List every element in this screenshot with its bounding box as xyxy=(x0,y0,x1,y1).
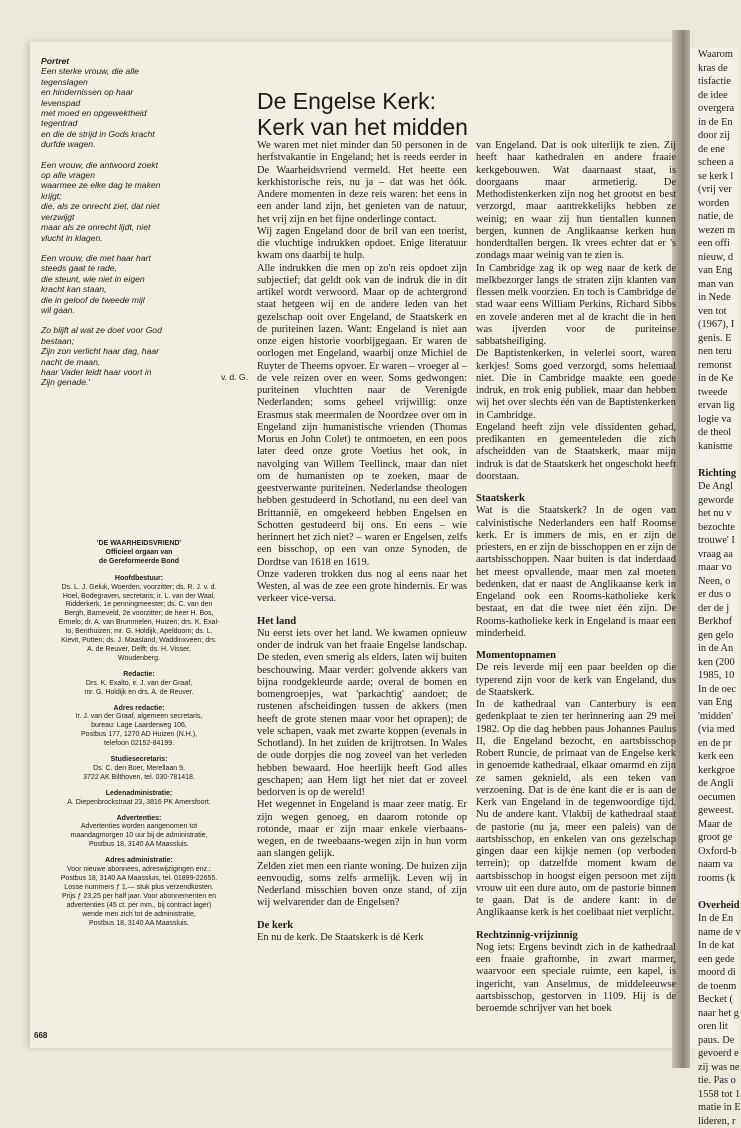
poem-line: vlucht in klagen. xyxy=(41,233,246,243)
article-paragraph: Onze vaderen trokken dus nog al eens naar het Westen, al was de zee een grote hindernis. Er was verkeer vice-versa. xyxy=(257,569,467,606)
article-column-1 xyxy=(257,140,467,944)
colophon-section xyxy=(33,756,245,783)
poem-line: waarmee ze elke dag te maken xyxy=(41,180,246,190)
right-page-fragment: zij was ne xyxy=(698,1061,738,1075)
colophon-section-line: Hoel, Bodegraven, secretaris; ir. L. van der Waal, xyxy=(33,593,245,602)
poem-line: Zo blijft al wat ze doet voor God xyxy=(41,325,246,335)
colophon-section-line: mr. G. Holdijk en drs. A. de Reuver. xyxy=(33,689,245,698)
right-page-fragment: geweest. xyxy=(698,804,738,818)
right-page-fragment: geworde xyxy=(698,494,738,508)
colophon-section-heading: Hoofdbestuur: xyxy=(33,575,245,584)
right-page-fragment: en de pr xyxy=(698,737,738,751)
poem-line: bestaan; xyxy=(41,336,246,346)
right-page-fragment: In de kat xyxy=(698,939,738,953)
colophon-section-line: Kievit, Putten; ds. J. Maasland, Waddinxveen; drs. xyxy=(33,637,245,646)
right-page-fragment: oren lit xyxy=(698,1020,738,1034)
right-page-fragment: Neen, o xyxy=(698,575,738,589)
article-paragraph: Nog iets: Ergens bevindt zich in de kathedraal een fraaie graftombe, in zwart marmer, waarvoor een speciale ruimte, een kapel, is ingericht, van Anselmus, de middeleeuwse aartsbisschop, gestorven in 1109. Hij is de beroemde schrijver van het boek xyxy=(476,942,676,1016)
right-page-fragment: der de j xyxy=(698,602,738,616)
colophon-section-heading: Redactie: xyxy=(33,671,245,680)
colophon-section-line: advertenties (45 ct. per mm., bij contract lager) xyxy=(33,902,245,911)
article-paragraph: De Baptistenkerken, in velerlei soort, waren kerkjes! Soms goed verzorgd, soms helemaal niet. Die in Cambridge maakte een goede indruk, en trok enig publiek, maar dan hebben wij het over slechts één van de Baptistenkerken in Cambridge. xyxy=(476,348,676,422)
right-page-fragment: Waarom xyxy=(698,48,738,62)
poem-stanza xyxy=(41,253,246,315)
right-page-fragment: in de An xyxy=(698,642,738,656)
colophon-section-line: Ds. L. J. Geluk, Woerden, voorzitter; ds. R. J. v. d. xyxy=(33,584,245,593)
poem-line: nacht de maan, xyxy=(41,357,246,367)
colophon-section-heading: Adres redactie: xyxy=(33,705,245,714)
poem-line: wil gaan. xyxy=(41,305,246,315)
poem-line: maar als ze onrecht lijdt, niet xyxy=(41,222,246,232)
poem-line: steeds gaat te rade, xyxy=(41,263,246,273)
right-page-fragment: se kerk l xyxy=(698,170,738,184)
right-page-fragment: 1558 tot 1 xyxy=(698,1088,738,1102)
right-page-fragment: de theol xyxy=(698,426,738,440)
right-page-fragment: In de En xyxy=(698,912,738,926)
section-heading: Staatskerk xyxy=(476,493,676,505)
right-page-fragment: nieuw, d xyxy=(698,251,738,265)
poem-line: Een sterke vrouw, die alle xyxy=(41,66,246,76)
right-page-fragment: in de En xyxy=(698,116,738,130)
colophon-subtitle-line: Officieel orgaan van xyxy=(33,549,245,558)
colophon-section xyxy=(33,790,245,808)
right-page-fragment: door zij xyxy=(698,129,738,143)
poem-line: Zijn zon verlicht haar dag, haar xyxy=(41,346,246,356)
right-page-fragment: Overheid xyxy=(698,899,738,913)
article-paragraph: In Cambridge zag ik op weg naar de kerk de melkbezorger langs de straten zijn klanten van flessen melk voorzien. En toch is Cambridge de stad waar eens William Perkins, Richard Sibbs en zovele anderen met al de kracht die in hen was ijverden voor de puriteinse sabbatsheiliging. xyxy=(476,263,676,349)
right-page-fragment: worden xyxy=(698,197,738,211)
colophon-section-line: Postbus 177, 1270 AD Huizen (N.H.), xyxy=(33,731,245,740)
right-page-fragment: man van xyxy=(698,278,738,292)
colophon-section-heading: Advertenties: xyxy=(33,815,245,824)
article-paragraph: Zelden ziet men een riante woning. De huizen zijn eenvoudig, soms zelfs armelijk. Leven wij in Nederland misschien boven onze stand, of zijn wij welvarender dan de Engelsen? xyxy=(257,861,467,910)
poem-body xyxy=(41,66,246,387)
right-page-fragment: (via med xyxy=(698,723,738,737)
right-page-fragment: kras de xyxy=(698,62,738,76)
right-page-fragment xyxy=(698,453,738,467)
right-page-fragment: in Nede xyxy=(698,291,738,305)
colophon-section xyxy=(33,857,245,928)
right-page-fragment: moord di xyxy=(698,966,738,980)
colophon-title: 'DE WAARHEIDSVRIEND' xyxy=(33,540,245,549)
colophon-section xyxy=(33,815,245,851)
right-page-fragment: name de v xyxy=(698,926,738,940)
poem-line: Zijn genade.' xyxy=(41,377,246,387)
poem-title: Portret xyxy=(41,56,246,66)
right-page-fragment: gen gelo xyxy=(698,629,738,643)
right-page-fragment: de toenm xyxy=(698,980,738,994)
colophon-section-line: to, Benthuizen; mr. G. Holdijk, Apeldoorn; ds. L. xyxy=(33,628,245,637)
right-page-fragment: paus. De xyxy=(698,1034,738,1048)
right-page-fragment: wezen m xyxy=(698,224,738,238)
colophon-section-line: Ridderkerk, 1e penningmeester; ds. C. van den xyxy=(33,601,245,610)
right-page-fragment: tisfactie xyxy=(698,75,738,89)
colophon-section-line: Advertenties worden aangenomen tot xyxy=(33,823,245,832)
colophon-section-line: Postbus 18, 3140 AA Maassluis. xyxy=(33,841,245,850)
colophon-section-line: Woudenberg. xyxy=(33,655,245,664)
right-page-fragment: nen teru xyxy=(698,345,738,359)
headline-line: De Engelse Kerk: xyxy=(257,88,472,114)
right-page-fragment: lideren, r xyxy=(698,1115,738,1128)
poem-line: die steunt, wie niet in eigen xyxy=(41,274,246,284)
right-page-fragment: (1967), I xyxy=(698,318,738,332)
right-page-fragment: Berkhof xyxy=(698,615,738,629)
colophon-section-line: Postbus 18, 3140 AA Maassluis, tel. 01899-22655. xyxy=(33,875,245,884)
article-paragraph: Engeland heeft zijn vele dissidenten gehad, predikanten en gemeenteleden die zich afscheidden van de Staatskerk, maar mijn indruk is dat de Staatskerk het ongeschokt heeft doorstaan. xyxy=(476,422,676,483)
section-heading: Het land xyxy=(257,616,467,628)
right-page-fragment: 'midden' xyxy=(698,710,738,724)
poem-line: met moed en opgewektheid xyxy=(41,108,246,118)
colophon-section-heading: Studiesecretaris: xyxy=(33,756,245,765)
colophon-section-heading: Adres administratie: xyxy=(33,857,245,866)
poem-line: Een vrouw, die met haar hart xyxy=(41,253,246,263)
poem-line: tegentrad xyxy=(41,118,246,128)
article-headline xyxy=(257,88,472,140)
poem-line: die in geloof de tweede mijl xyxy=(41,295,246,305)
right-page-fragment: Richting xyxy=(698,467,738,481)
colophon-section xyxy=(33,575,245,664)
poem-line: haar Vader leidt haar voort in xyxy=(41,367,246,377)
right-page-fragment: bezochte xyxy=(698,521,738,535)
right-page-fragment: matie in E xyxy=(698,1101,738,1115)
poem-line: en hindernissen op haar xyxy=(41,87,246,97)
right-page-fragment: de idee xyxy=(698,89,738,103)
colophon-section-line: Ds. C. den Boer, Merellaan 9, xyxy=(33,765,245,774)
article-paragraph: Wij zagen Engeland door de bril van een toerist, die vluchtige indrukken opdoet. Enige literatuur kwam ons daarbij te hulp. xyxy=(257,226,467,263)
poem-line: op alle vragen xyxy=(41,170,246,180)
colophon-section xyxy=(33,671,245,698)
right-page-fragment: vraag aa xyxy=(698,548,738,562)
right-page-fragment: een gede xyxy=(698,953,738,967)
poem-line: verzwijgt xyxy=(41,212,246,222)
right-page-fragment: van Eng xyxy=(698,696,738,710)
colophon-subtitle-line: de Gereformeerde Bond xyxy=(33,558,245,567)
colophon-section-line: Drs. K. Exalto, ir. J. van der Graaf, xyxy=(33,680,245,689)
section-heading: De kerk xyxy=(257,920,467,932)
right-page-fragment: in de Ke xyxy=(698,372,738,386)
right-page-fragment: In de oec xyxy=(698,683,738,697)
colophon-section-line: Prijs ƒ 23,25 per half jaar. Voor abonnementen en xyxy=(33,893,245,902)
right-page-fragment: de Angli xyxy=(698,777,738,791)
right-page-fragment: ven tot xyxy=(698,305,738,319)
article-paragraph: We waren met niet minder dan 50 personen in de herfstvakantie in Engeland; het is reeds eerder in De Waarheidsvriend vermeld. Het heette een kerkhistorische reis, nu ja – dat was het óók. Andere momenten in deze reis waren: het eens in een ander land zijn, het genieten van de natuur, het vrij zijn en het fijne onderlinge contact. xyxy=(257,140,467,226)
article-paragraph: In de kathedraal van Canterbury is een gedenkplaat te zien ter herinnering aan 29 mei 1982. Op die dag hebben paus Johannes Paulus II, die Engeland bezocht, en aartsbisschop Robert Runcie, de primaat van de Engelse kerk in genoemde kathedraal, elkaar omarmd en zijn ze samen geknield, als een teken van verzoening. Dat is de éne kant die er is aan de Kerk van Engeland in de tegenwoordige tijd. Nu de andere kant. Vlakbij de kathedraal staat de pastorie (nu ja, meer een paleis) van de aartsbisschop, en enkelen van ons gezelschap gingen daar een kijkje nemen (op verboden terrein); op datzelfde moment kwam de aartsbisschop in hoogst eigen persoon met zijn vrouw uit een dure auto, om de pastorie binnen te gaan. Dat is de andere kant: in de Anglikaanse kerk is het coelibaat niet verplicht. xyxy=(476,699,676,920)
section-heading: Momentopnamen xyxy=(476,650,676,662)
poem-portret xyxy=(41,56,246,398)
article-paragraph: Het wegennet in Engeland is maar zeer matig. Er zijn wegen genoeg, en daarom rotonde op rotonde, maar er zijn maar enkele vierbaans-wegen, en de tweebaans-wegen zijn in hun vorm aan slangen gelijk. xyxy=(257,799,467,860)
poem-line: tegenslagen xyxy=(41,77,246,87)
right-page-fragment: van Eng xyxy=(698,264,738,278)
article-paragraph: Wat is die Staatskerk? In de ogen van calvinistische Nederlanders een half Roomse kerk. Er is immers de mis, en er zijn de priesters, en er zijn de bisschoppen en er zijn de aartsbisschoppen. Naar buiten is dat inderdaad het meest opvallende, maar men zal moeten bedenken, dat er naast de Anglikaanse kerk in Engeland ook een Rooms-katholieke kerk bestaat, en dat die twee niet één zijn. De Rooms-katholieke kerk in Engeland is maar een minderheid. xyxy=(476,505,676,640)
article-paragraph: Alle indrukken die men op zo'n reis opdoet zijn subjectief; dat geldt ook van de indruk die in dit artikel wordt verwoord. Maar op de achtergrond staat hetgeen wij en de andere leden van het gezelschap ooit over Engeland, de Staatskerk en de puriteinen lazen. Want: Engeland is niet aan onze eigen historie voorbijgegaan. Er waren de oorlogen met Engeland, waarbij onze Michiel de Ruyter de Theems opvoer. Er waren – vroeger al – de vele reizen over en weer. Soms gedwongen: puriteinen vluchtten naar de Verenigde Nederlanden; soms geheel vrijwillig: onze Erasmus stak meermalen de Noordzee over om in Engeland zijn humanistische vrienden (Thomas Morus en John Colet) te ontmoeten, en een poos later deed onze grote Voetius het ook, in navolging van Willem Teellinck, maar dan niet om de humanisten op te zoeken, maar de geestverwante puriteinen. Nederlandse theologen hebben gestudeerd in Schotland, nu een deel van Brittannië, en omgekeerd hebben Engelsen en Schotten gestudeerd bij ons. En eens – wie herinnert het zich niet? – waren er Engelsen, zelfs een bisschop, op een van onze Synoden, de Dordtse van 1618 en 1619. xyxy=(257,263,467,569)
article-column-2 xyxy=(476,140,676,1015)
right-page-fragment: gevoerd e xyxy=(698,1047,738,1061)
colophon-section-heading: Ledenadministratie: xyxy=(33,790,245,799)
right-page-fragment: kerkgroe xyxy=(698,764,738,778)
right-page-fragment xyxy=(698,885,738,899)
poem-stanza xyxy=(41,160,246,243)
colophon-subtitle xyxy=(33,549,245,567)
right-page-fragment: maar vo xyxy=(698,561,738,575)
poem-line: levenspad xyxy=(41,98,246,108)
right-page-fragment: trouwe' I xyxy=(698,534,738,548)
right-page-fragment: tie. Pas o xyxy=(698,1074,738,1088)
poem-line: Een vrouw, die antwoord zoekt xyxy=(41,160,246,170)
poem-line: die, als ze onrecht ziet, dat niet xyxy=(41,201,246,211)
right-page-fragment: een offi xyxy=(698,237,738,251)
colophon-section-line: Voor nieuwe abonnees, adreswijzigingen enz.: xyxy=(33,866,245,875)
poem-signature: v. d. G. xyxy=(200,372,248,382)
colophon-section xyxy=(33,705,245,750)
poem-line: durfde wagen. xyxy=(41,139,246,149)
right-page-fragment: het nu v xyxy=(698,507,738,521)
article-paragraph: En nu de kerk. De Staatskerk is dé Kerk xyxy=(257,932,467,944)
right-page-fragment: remonst xyxy=(698,359,738,373)
poem-line: en die de strijd in Gods kracht xyxy=(41,129,246,139)
colophon-section-line: bureau: Lage Laarderweg 106, xyxy=(33,722,245,731)
right-page-fragment: overgera xyxy=(698,102,738,116)
right-page-fragment: ken (200 xyxy=(698,656,738,670)
colophon-sections xyxy=(33,575,245,929)
page-number: 668 xyxy=(34,1031,47,1040)
right-page-fragment: (vrij ver xyxy=(698,183,738,197)
right-page-fragment: oecumen xyxy=(698,791,738,805)
headline-line: Kerk van het midden xyxy=(257,114,472,140)
colophon-section-line: Losse nummers ƒ 1,— stuk plus verzendkosten. xyxy=(33,884,245,893)
right-page-fragment: de ene xyxy=(698,143,738,157)
colophon-section-line: wende men zich tot de administratie, xyxy=(33,911,245,920)
right-page-fragment: genis. E xyxy=(698,332,738,346)
colophon-section-line: telefoon 02152-84199. xyxy=(33,740,245,749)
right-page-fragment: rooms (k xyxy=(698,872,738,886)
poem-stanza xyxy=(41,66,246,149)
right-page-fragment: Oxford-b xyxy=(698,845,738,859)
colophon-section-line: Postbus 18, 3140 AA Maassluis. xyxy=(33,920,245,929)
colophon-section-line: A. de Reuver, Delft; ds. H. Visser, xyxy=(33,646,245,655)
right-page-fragment: De Angl xyxy=(698,480,738,494)
right-page-fragment: logie va xyxy=(698,413,738,427)
right-page-fragment: kanisme xyxy=(698,440,738,454)
article-paragraph: De reis leverde mij een paar beelden op die typerend zijn voor de kerk van Engeland, dus de Staatskerk. xyxy=(476,662,676,699)
colophon-section-line: 3722 AK Bilthoven, tel. 030-781418. xyxy=(33,774,245,783)
right-page-fragment: naam va xyxy=(698,858,738,872)
right-page-fragment: Becket ( xyxy=(698,993,738,1007)
colophon-section-line: A. Diepenbrockstraat 23, 3816 PK Amersfoort. xyxy=(33,799,245,808)
colophon-section-line: Ir. J. van der Graaf, algemeen secretaris, xyxy=(33,713,245,722)
poem-line: kracht kan staan, xyxy=(41,284,246,294)
right-page-fragment: ervan lig xyxy=(698,399,738,413)
colophon-section-line: maandagmorgen 10 uur bij de administratie, xyxy=(33,832,245,841)
right-page-fragment: Maar de xyxy=(698,818,738,832)
poem-line: krijgt; xyxy=(41,191,246,201)
article-paragraph: van Engeland. Dat is ook uiterlijk te zien. Zij heeft haar kathedralen en andere fraaie kerkgebouwen. Wat daarnaast staat, is doorgaans maar armetierig. De Methodistenkerken zijn nog het grootst en best verzorgd, maar aantrekkelijks hebben ze weinig; en waar zij hun tientallen kunnen bergen, kunnen de Anglikaanse kerken hun honderdtallen bergen. Ik vrees echter dat er 's zondags maar weinig van te zien is. xyxy=(476,140,676,263)
right-page-fragment: tweede xyxy=(698,386,738,400)
right-page-fragment: 1985, 10 xyxy=(698,669,738,683)
section-heading: Rechtzinnig-vrijzinnig xyxy=(476,930,676,942)
right-page-fragment: natie, de xyxy=(698,210,738,224)
right-page-fragment: groot ge xyxy=(698,831,738,845)
right-page-fragment: scheen a xyxy=(698,156,738,170)
right-page-fragment: naar het g xyxy=(698,1007,738,1021)
colophon xyxy=(33,540,245,935)
article-paragraph: Nu eerst iets over het land. We kwamen opnieuw onder de indruk van het fraaie Engelse landschap. De steden, even smerig als elders, laten wij buiten beschouwing. Maar verder: golvende akkers van bijna roodgekleurde aarde; overal de bomen en bomengroepjes, wat 'parkachtig' aandoet; de rustenen afscheidingen tussen de akkers (men heeft de grote stenen maar voor het oprapen); de vele schapen, vaak met zwarte koppen (evenals in Schotland). In het zuiden de krijtrotsen. In Wales de oude dorpjes die nog zoveel van het verleden hebben bewaard. Hoe heerlijk heeft God alles geschapen; aan Hem ligt het niet dat er zoveel bedorven is op de wereld! xyxy=(257,628,467,800)
colophon-section-line: Ermelo; dr. A. van Brummelen, Huizen; drs. K. Exal- xyxy=(33,619,245,628)
right-page-fragment: er dus o xyxy=(698,588,738,602)
right-page-fragment: kerk een xyxy=(698,750,738,764)
colophon-section-line: Bergh, Barneveld, 2e voorzitter; de heer H. Bos, xyxy=(33,610,245,619)
right-page-edge xyxy=(690,48,738,1048)
